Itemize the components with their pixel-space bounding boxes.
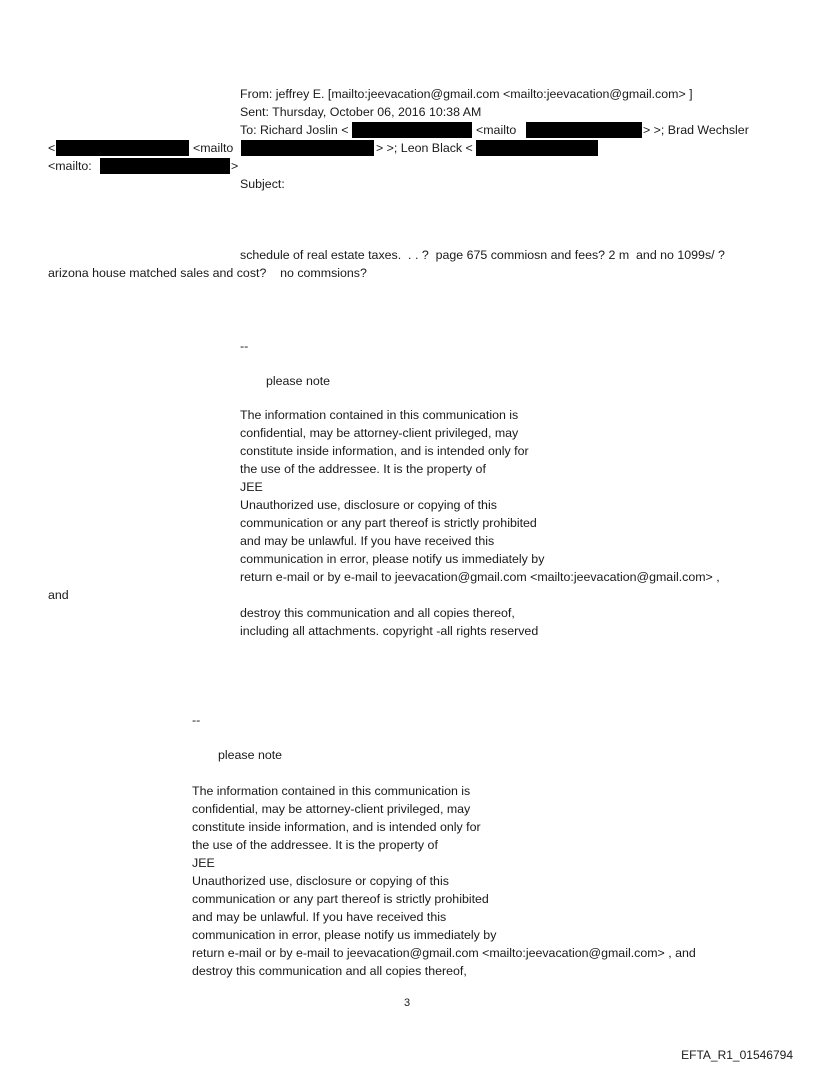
sig2-line: return e-mail or by e-mail to jeevacation@gmail.com <mailto:jeevacation@gmail.com> , and bbox=[192, 946, 696, 960]
sig2-line: communication in error, please notify us immediately by bbox=[192, 928, 497, 942]
sig2-line: destroy this communication and all copies thereof, bbox=[192, 964, 467, 978]
redaction-box bbox=[526, 122, 642, 138]
body-line-1: schedule of real estate taxes. . . ? page 675 commiosn and fees? 2 m and no 1099s/ ? bbox=[240, 248, 725, 262]
sig1-line: communication or any part thereof is strictly prohibited bbox=[240, 516, 537, 530]
sig2-line: confidential, may be attorney-client privileged, may bbox=[192, 802, 471, 816]
sig1-dashes: -- bbox=[240, 339, 249, 353]
sig1-line: the use of the addressee. It is the property of bbox=[240, 462, 486, 476]
document-id: EFTA_R1_01546794 bbox=[681, 1048, 793, 1062]
sig1-line: constitute inside information, and is intended only for bbox=[240, 444, 529, 458]
sent-line: Sent: Thursday, October 06, 2016 10:38 AM bbox=[240, 105, 482, 119]
to-cont-leon: > >; Leon Black < bbox=[376, 141, 473, 155]
from-line: From: jeffrey E. [mailto:jeevacation@gmail.com <mailto:jeevacation@gmail.com> ] bbox=[240, 87, 693, 101]
sig1-line: including all attachments. copyright -all rights reserved bbox=[240, 624, 539, 638]
to-line-prefix: To: Richard Joslin < bbox=[240, 123, 349, 137]
sig2-line: The information contained in this communication is bbox=[192, 784, 471, 798]
sig1-line: JEE bbox=[240, 480, 263, 494]
sig2-line: JEE bbox=[192, 856, 215, 870]
subject-line: Subject: bbox=[240, 177, 285, 191]
redaction-box bbox=[241, 140, 374, 156]
sig1-line: return e-mail or by e-mail to jeevacation@gmail.com <mailto:jeevacation@gmail.com> , bbox=[240, 570, 720, 584]
sig1-please-note: please note bbox=[266, 374, 331, 388]
sig2-line: the use of the addressee. It is the property of bbox=[192, 838, 438, 852]
to-line-mailto: <mailto bbox=[476, 123, 517, 137]
sig1-line: confidential, may be attorney-client privileged, may bbox=[240, 426, 519, 440]
body-line-2: arizona house matched sales and cost? no commsions? bbox=[48, 266, 367, 280]
redaction-box bbox=[100, 158, 230, 174]
sig2-line: communication or any part thereof is strictly prohibited bbox=[192, 892, 489, 906]
to-cont-lt: < bbox=[48, 141, 56, 155]
sig1-line: destroy this communication and all copies thereof, bbox=[240, 606, 515, 620]
sig2-please-note: please note bbox=[218, 748, 283, 762]
to-cont2-mailto: <mailto: bbox=[48, 159, 92, 173]
sig1-line: and may be unlawful. If you have received this bbox=[240, 534, 495, 548]
sig2-line: and may be unlawful. If you have received this bbox=[192, 910, 447, 924]
to-line-suffix: > >; Brad Wechsler bbox=[643, 123, 749, 137]
redaction-box bbox=[56, 140, 189, 156]
sig1-and: and bbox=[48, 588, 69, 602]
sig1-line: The information contained in this communication is bbox=[240, 408, 519, 422]
page-number: 3 bbox=[404, 997, 411, 1009]
to-cont2-gt: > bbox=[231, 159, 239, 173]
sig2-line: Unauthorized use, disclosure or copying of this bbox=[192, 874, 449, 888]
redaction-box bbox=[352, 122, 472, 138]
sig2-dashes: -- bbox=[192, 713, 201, 727]
redaction-box bbox=[476, 140, 598, 156]
to-cont-mailto: <mailto bbox=[193, 141, 234, 155]
sig1-line: Unauthorized use, disclosure or copying of this bbox=[240, 498, 497, 512]
sig1-line: communication in error, please notify us immediately by bbox=[240, 552, 545, 566]
sig2-line: constitute inside information, and is intended only for bbox=[192, 820, 481, 834]
